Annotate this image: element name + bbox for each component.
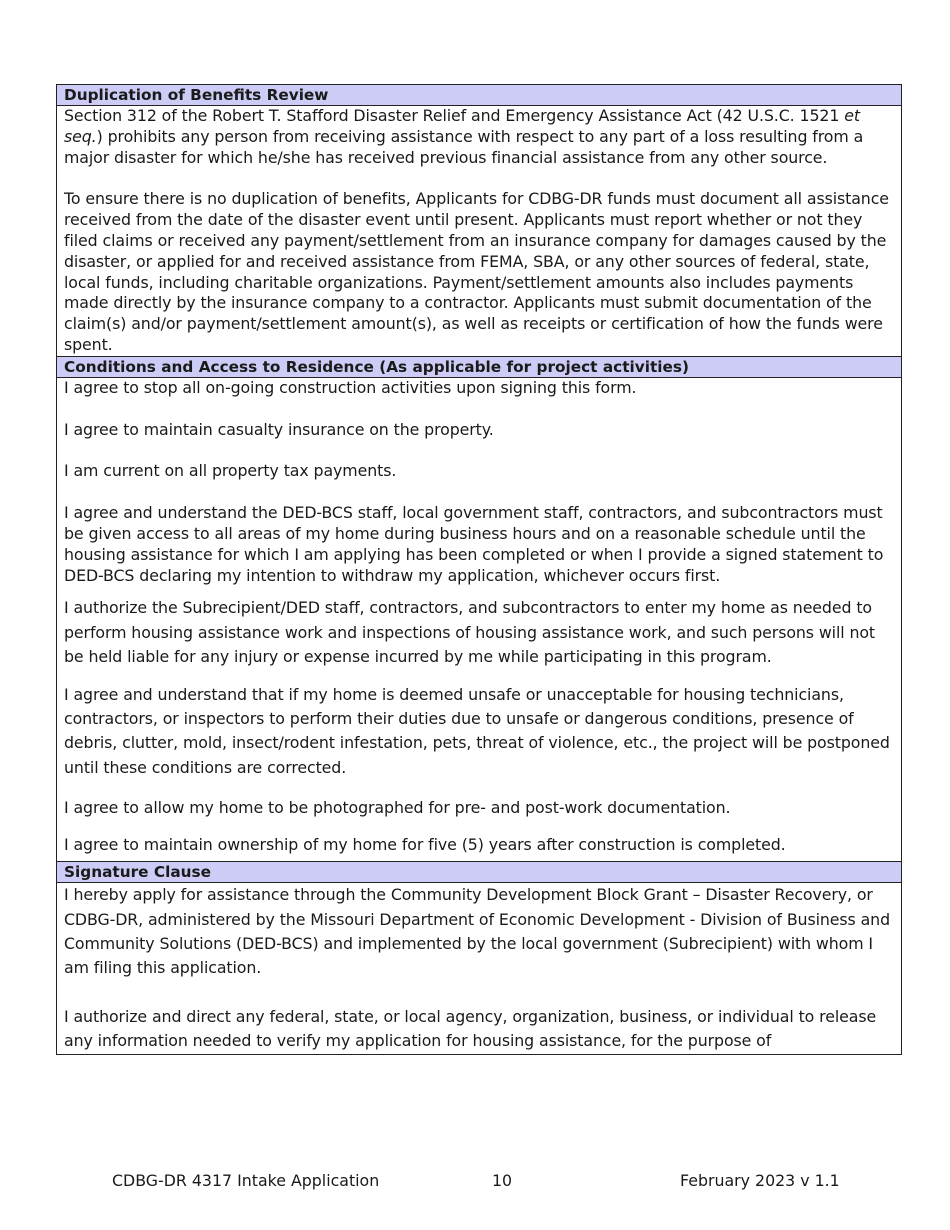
condition-item: I agree to allow my home to be photographed for pre- and post-work documentation.	[64, 797, 731, 817]
condition-item: I agree and understand the DED-BCS staff, local government staff, contractors, and subcontractors must be given access to all areas of my home during business hours and on a reasonable schedule until the housing assistance for which I am applying has been completed or when I provide a signed statement to DED-BCS declaring my intention to withdraw my application, whichever occurs first.	[64, 503, 884, 585]
condition-item: I agree to stop all on-going construction activities upon signing this form.	[64, 377, 637, 397]
signature-paragraph-2: I authorize and direct any federal, state, or local agency, organization, business, or individual to release any information needed to verify my application for housing assistance, for the purpose of	[64, 1006, 877, 1051]
conditions-section-body	[57, 378, 901, 857]
condition-item: I agree to maintain casualty insurance on the property.	[64, 419, 494, 439]
signature-paragraph-1: I hereby apply for assistance through the Community Development Block Grant – Disaster Recovery, or CDBG-DR, administered by the Missouri Department of Economic Development - Division of Business and Community Solutions (DED-BCS) and implemented by the local government (Subrecipient) with whom I am filing this application.	[64, 885, 891, 978]
signature-section-body	[57, 883, 901, 1053]
condition-item: I authorize the Subrecipient/DED staff, contractors, and subcontractors to enter my home as needed to perform housing assistance work and inspections of housing assistance work, and such persons will not be held liable for any injury or expense incurred by me while participating in this program.	[64, 598, 876, 666]
footer-document-title: CDBG-DR 4317 Intake Application	[112, 1171, 380, 1190]
condition-item: I am current on all property tax payments.	[64, 461, 397, 481]
duplication-section-body	[57, 106, 901, 356]
application-form-table	[56, 84, 902, 1055]
duplication-section-title: Duplication of Benefits Review	[57, 85, 901, 106]
duplication-paragraph-1: Section 312 of the Robert T. Stafford Disaster Relief and Emergency Assistance Act (42 U.S.C. 1521 et seq.) prohibits any person from receiving assistance with respect to any part of a loss resulting from a major disaster for which he/she has received previous financial assistance from any other source.	[64, 106, 864, 167]
condition-item: I agree to maintain ownership of my home for five (5) years after construction is completed.	[64, 834, 786, 854]
condition-item: I agree and understand that if my home is deemed unsafe or unacceptable for housing technicians, contractors, or inspectors to perform their duties due to unsafe or dangerous conditions, presence of debris, clutter, mold, insect/rodent infestation, pets, threat of violence, etc., the project will be postponed until these conditions are corrected.	[64, 684, 890, 777]
signature-section-title: Signature Clause	[57, 861, 901, 883]
footer-version-date: February 2023 v 1.1	[680, 1171, 840, 1190]
conditions-section-title: Conditions and Access to Residence (As applicable for project activities)	[57, 356, 901, 378]
duplication-paragraph-2: To ensure there is no duplication of benefits, Applicants for CDBG-DR funds must document all assistance received from the date of the disaster event until present. Applicants must report whether or not they filed claims or received any payment/settlement from an insurance company for damages caused by the disaster, or applied for and received assistance from FEMA, SBA, or any other sources of federal, state, local funds, including charitable organizations. Payment/settlement amounts also includes payments made directly by the insurance company to a contractor. Applicants must submit documentation of the claim(s) and/or payment/settlement amount(s), as well as receipts or certification of how the funds were spent.	[64, 189, 889, 354]
footer-page-number: 10	[492, 1171, 513, 1190]
